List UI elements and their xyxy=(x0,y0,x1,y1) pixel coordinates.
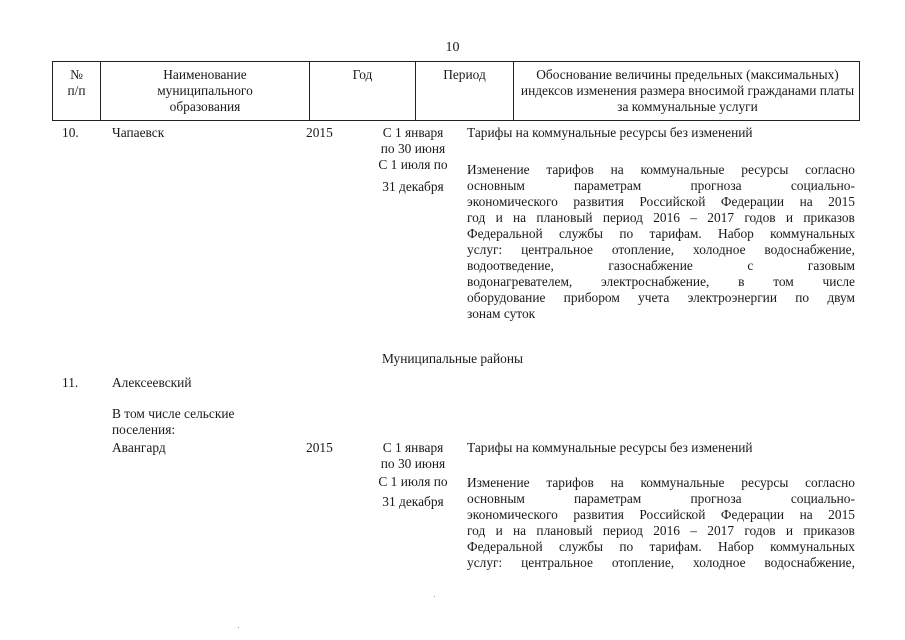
basis-word: услуг: xyxy=(467,242,503,257)
basis-word: экономического xyxy=(467,194,558,209)
header-year-label: Год xyxy=(352,67,373,82)
basis-word: Изменение xyxy=(467,475,530,490)
basis-word: отопление, xyxy=(611,242,675,257)
basis-word: учета xyxy=(638,290,670,305)
basis-word: ресурсы xyxy=(741,475,789,490)
row-avangard-period1-b: по 30 июня xyxy=(380,456,446,471)
basis-word: прогноза xyxy=(690,491,742,506)
header-cell-year xyxy=(310,62,416,120)
row-avangard-name: Авангард xyxy=(112,440,166,455)
row-chapaevsk-period1-b: по 30 июня xyxy=(380,141,446,156)
basis-word: и xyxy=(495,210,503,225)
basis-word: прогноза xyxy=(690,178,742,193)
basis-word: Российской xyxy=(639,507,706,522)
basis-word: Российской xyxy=(639,194,706,209)
basis-word: и xyxy=(495,523,503,538)
basis-word: электроэнергии xyxy=(687,290,778,305)
basis-word: службы xyxy=(558,539,604,554)
basis-word: год xyxy=(467,523,486,538)
basis-line xyxy=(467,507,855,523)
header-period-label: Период xyxy=(443,67,486,82)
row-avangard-period2-b: 31 декабря xyxy=(382,494,444,509)
basis-word: центральное xyxy=(521,242,593,257)
basis-word: на xyxy=(513,210,527,225)
basis-word: коммунальные xyxy=(640,162,725,177)
basis-word: коммунальные xyxy=(640,475,725,490)
scan-speck xyxy=(434,596,435,597)
basis-line xyxy=(467,475,855,491)
table-header xyxy=(52,61,860,121)
page-number: 10 xyxy=(445,40,460,55)
basis-word: тарифов xyxy=(546,162,594,177)
basis-word: 2016 xyxy=(653,523,680,538)
basis-word: согласно xyxy=(805,162,855,177)
section-title: Муниципальные районы xyxy=(381,351,524,366)
basis-word: холодное xyxy=(693,242,746,257)
basis-word: и xyxy=(785,523,794,538)
basis-line xyxy=(467,210,855,226)
basis-word: с xyxy=(747,258,754,273)
row-alekseevsky-subtitle-b: поселения: xyxy=(112,422,176,437)
basis-word: тарифам. xyxy=(649,226,702,241)
basis-word: параметрам xyxy=(573,491,642,506)
basis-word: в xyxy=(738,274,745,289)
row-avangard-period2-a: С 1 июля по xyxy=(378,474,448,489)
basis-word: ресурсы xyxy=(741,162,789,177)
basis-line xyxy=(467,555,855,571)
basis-word: Федеральной xyxy=(467,226,543,241)
basis-word: по xyxy=(795,290,810,305)
basis-word: социально- xyxy=(790,178,855,193)
basis-word: Федерации xyxy=(720,507,785,522)
basis-word: коммунальных xyxy=(770,539,855,554)
basis-word: и xyxy=(785,210,794,225)
basis-word: водоснабжение, xyxy=(764,242,855,257)
row-avangard-basis2 xyxy=(467,475,855,571)
basis-word: на xyxy=(513,523,527,538)
basis-line xyxy=(467,162,855,178)
basis-word: развития xyxy=(573,194,624,209)
basis-word: 2015 xyxy=(828,194,855,209)
basis-word: Набор xyxy=(718,226,754,241)
basis-word: согласно xyxy=(805,475,855,490)
basis-word: тарифов xyxy=(546,475,594,490)
basis-line xyxy=(467,491,855,507)
row-avangard-period1-a: С 1 января xyxy=(382,440,444,455)
basis-line: зонам суток xyxy=(467,306,536,321)
basis-word: годов xyxy=(744,523,776,538)
basis-word: период xyxy=(602,210,643,225)
row-chapaevsk-name: Чапаевск xyxy=(112,125,165,140)
basis-word: – xyxy=(690,523,697,538)
basis-word: том xyxy=(773,274,794,289)
row-alekseevsky-name: Алексеевский xyxy=(112,375,192,390)
basis-word: Федеральной xyxy=(467,539,543,554)
basis-line xyxy=(467,258,855,274)
row-chapaevsk-basis2 xyxy=(467,162,855,322)
basis-word: услуг: xyxy=(467,555,503,570)
row-chapaevsk-year: 2015 xyxy=(306,125,333,140)
basis-word: плановый xyxy=(536,523,593,538)
basis-word: по xyxy=(619,226,634,241)
basis-word: развития xyxy=(573,507,624,522)
basis-line xyxy=(467,274,855,290)
row-avangard-year: 2015 xyxy=(306,440,333,455)
basis-line xyxy=(467,226,855,242)
basis-word: приказов xyxy=(803,523,855,538)
basis-word: 2017 xyxy=(707,523,735,538)
basis-word: по xyxy=(619,539,634,554)
header-cell-period xyxy=(416,62,514,120)
basis-word: отопление, xyxy=(611,555,675,570)
basis-word: водоснабжение, xyxy=(764,555,855,570)
basis-word: газоснабжение xyxy=(608,258,693,273)
basis-word: Набор xyxy=(718,539,754,554)
basis-word: – xyxy=(690,210,697,225)
basis-word: 2016 xyxy=(653,210,680,225)
row-chapaevsk-period1-a: С 1 января xyxy=(382,125,444,140)
header-name-label: Наименование муниципального образования xyxy=(157,67,253,114)
basis-word: службы xyxy=(558,226,604,241)
basis-word: коммунальных xyxy=(770,226,855,241)
basis-word: параметрам xyxy=(573,178,642,193)
basis-word: период xyxy=(602,523,643,538)
basis-word: холодное xyxy=(693,555,746,570)
basis-word: основным xyxy=(467,178,525,193)
basis-word: 2017 xyxy=(707,210,735,225)
basis-word: тарифам. xyxy=(649,539,702,554)
basis-word: год xyxy=(467,210,486,225)
basis-word: на xyxy=(610,162,624,177)
basis-word: на xyxy=(799,194,813,209)
basis-line xyxy=(467,539,855,555)
basis-word: социально- xyxy=(790,491,855,506)
row-avangard-basis1: Тарифы на коммунальные ресурсы без изменений xyxy=(467,440,753,455)
header-basis-label: Обоснование величины предельных (максимальных) индексов изменения размера вносимой гражданами платы за коммунальные услуги xyxy=(520,67,855,114)
basis-word: числе xyxy=(822,274,855,289)
basis-word: Федерации xyxy=(720,194,785,209)
basis-word: оборудование xyxy=(467,290,546,305)
basis-word: центральное xyxy=(521,555,593,570)
header-cell-num xyxy=(53,62,101,120)
basis-line xyxy=(467,242,855,258)
row-chapaevsk-period2-a: С 1 июля по xyxy=(378,157,448,172)
basis-word: основным xyxy=(467,491,525,506)
basis-line xyxy=(467,178,855,194)
basis-word: плановый xyxy=(536,210,593,225)
header-num-label: № п/п xyxy=(67,67,86,98)
basis-line xyxy=(467,290,855,306)
basis-line xyxy=(467,194,855,210)
row-alekseevsky-num: 11. xyxy=(62,375,79,390)
row-chapaevsk-basis1: Тарифы на коммунальные ресурсы без изменений xyxy=(467,125,753,140)
basis-word: газовым xyxy=(807,258,855,273)
basis-word: экономического xyxy=(467,507,558,522)
basis-word: на xyxy=(610,475,624,490)
basis-word: двум xyxy=(827,290,855,305)
basis-word: прибором xyxy=(563,290,620,305)
row-chapaevsk-period2-b: 31 декабря xyxy=(382,179,444,194)
basis-line xyxy=(467,523,855,539)
basis-word: водоотведение, xyxy=(467,258,554,273)
scan-speck xyxy=(238,627,239,628)
header-cell-name xyxy=(101,62,310,120)
basis-word: на xyxy=(799,507,813,522)
basis-word: приказов xyxy=(803,210,855,225)
basis-word: годов xyxy=(744,210,776,225)
row-chapaevsk-num: 10. xyxy=(62,125,79,140)
basis-word: водонагревателем, xyxy=(467,274,573,289)
basis-word: 2015 xyxy=(828,507,855,522)
basis-word: электроснабжение, xyxy=(601,274,710,289)
header-cell-basis xyxy=(514,62,861,120)
row-alekseevsky-subtitle-a: В том числе сельские xyxy=(112,406,235,421)
basis-word: Изменение xyxy=(467,162,530,177)
